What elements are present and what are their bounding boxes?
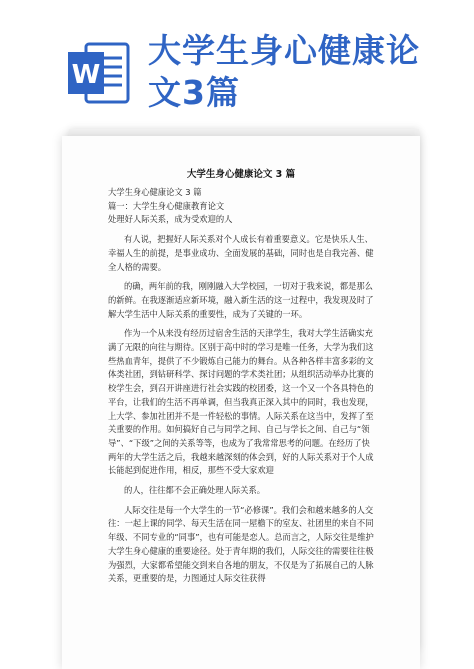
svg-text:W: W <box>71 60 101 90</box>
doc-line: 大学生身心健康论文 3 篇 <box>108 187 202 197</box>
word-document-icon <box>64 38 134 108</box>
document-title: 大学生身心健康论文 3 篇 <box>186 169 296 180</box>
word-logo <box>64 38 134 108</box>
document-page <box>62 136 420 669</box>
banner-title-line-2: 文3篇 <box>148 73 240 112</box>
doc-paragraph: 的人，往往都不会正确处理人际关系。 <box>124 485 266 496</box>
doc-paragraph: 人际交往是每一个大学生的一节“必修课”。我们会和越来越多的人交往：一起上课的同学、每天生活在同一屋檐下的室友、社团里的来自不同年级、不同专业的“同事”，也有可能是恋人。总而言之，人际交往是维护大学生身心健康的重要途径。处于青年期的我们，人际交往的需要往往极为强烈，大家都希望能交到来自各地的朋友，不仅是为了拓展自己的人脉关系，更重要的是，力图通过人际交往获得 <box>108 504 374 584</box>
doc-line: 处理好人际关系，成为受欢迎的人 <box>108 214 233 225</box>
banner-title-line-1: 大学生身心健康论 <box>148 31 420 70</box>
doc-paragraph: 的确，两年前的我，刚刚融入大学校园，一切对于我来说，都是那么的新鲜。在我逐渐适应新环境，融入新生活的这一过程中，我发现及时了解大学生活中人际关系的重要性，成为了关键的一环。 <box>108 281 374 319</box>
banner-title <box>148 30 448 114</box>
document-body <box>108 186 376 586</box>
doc-paragraph: 作为一个从来没有经历过宿舍生活的天津学生，我对大学生活确实充满了无限的向往与期待。区别于高中时的学习是唯一任务，大学为我们这些热血青年，提供了不少锻炼自己能力的舞台。从各种各样丰富多彩的文体类社团，到钻研科学、探讨问题的学术类社团；从组织活动举办比赛的校学生会，到召开讲座进行社会实践的校团委，这一个又一个各具特色的平台，让我们的生活不再单调，但当我真正深入其中的同时，我也发现，上大学、参加社团并不是一件轻松的事情。人际关系在这当中，发挥了至关重要的作用。如何搞好自己与同学之间、自己与学长之间、自己与“领导”、“下级”之间的关系等等，也成为了我常常思考的问题。在经历了快两年的大学生活之后，我越来越深刻的体会到，好的人际关系对于个人成长能起到促进作用，相反，那些不受大家欢迎 <box>108 328 374 476</box>
doc-paragraph: 有人说，把握好人际关系对个人成长有着重要意义。它是快乐人生、幸福人生的前提，是事业成功、全面发展的基础，同时也是自我完善、健全人格的需要。 <box>108 234 374 272</box>
doc-line: 篇一：大学生身心健康教育论文 <box>108 200 225 211</box>
